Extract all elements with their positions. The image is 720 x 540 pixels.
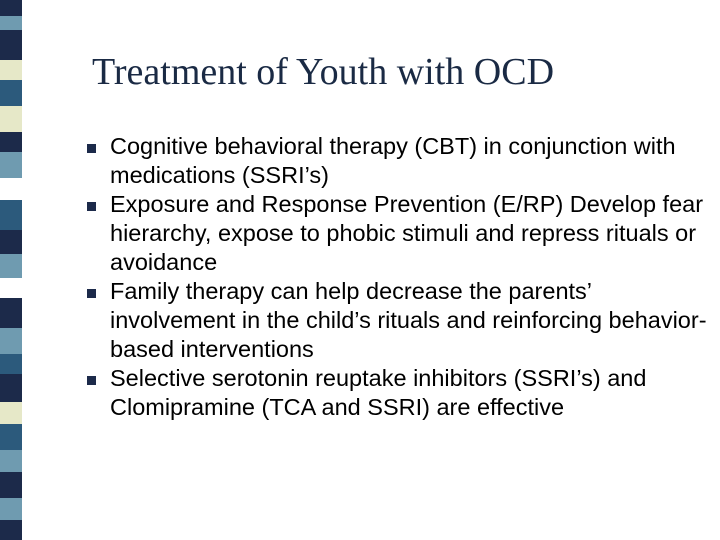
bullet-item [84,364,714,422]
bullet-text: Cognitive behavioral therapy (CBT) in conjunction with medications (SSRI’s) [110,133,676,188]
square-bullet-icon [87,144,96,153]
square-bullet-icon [87,202,96,211]
bullet-item [84,190,714,277]
square-bullet-icon [87,289,96,298]
bullet-text: Selective serotonin reuptake inhibitors (SSRI’s) and Clomipramine (TCA and SSRI) are effective [110,365,647,420]
bullet-text: Exposure and Response Prevention (E/RP) Develop fear hierarchy, expose to phobic stimuli and repress rituals or avoidance [110,191,704,275]
decorative-side-stripe [0,0,22,540]
bullet-text: Family therapy can help decrease the parents’ involvement in the child’s rituals and reinforcing behavior-based interventions [110,278,707,362]
bullet-list [84,132,714,422]
bullet-item [84,132,714,190]
slide-title: Treatment of Youth with OCD [92,51,555,93]
bullet-item [84,277,714,364]
square-bullet-icon [87,376,96,385]
